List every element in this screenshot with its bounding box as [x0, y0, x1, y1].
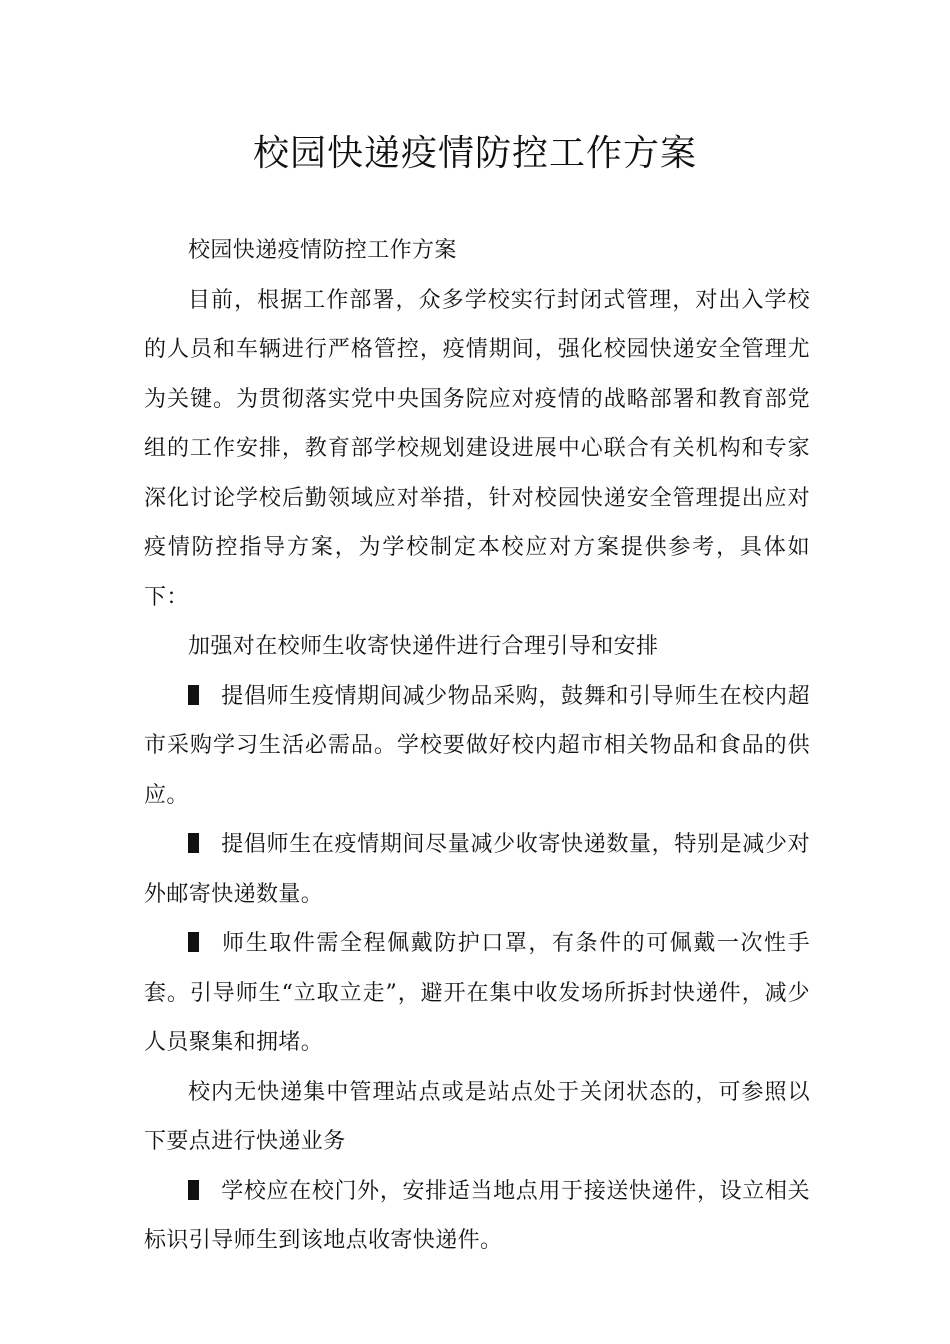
paragraph-text: 加强对在校师生收寄快递件进行合理引导和安排	[188, 634, 659, 659]
bullet-paragraph	[144, 1167, 810, 1266]
paragraph-text: 师生取件需全程佩戴防护口罩，有条件的可佩戴一次性手套。引导师生“立取立走”，避开在集中收发场所拆封快递件，减少人员聚集和拥堵。	[144, 931, 810, 1055]
paragraph-text: 学校应在校门外，安排适当地点用于接送快递件，设立相关标识引导师生到该地点收寄快递件。	[144, 1178, 810, 1253]
square-bullet-icon	[188, 932, 199, 952]
paragraph	[144, 226, 810, 276]
document-body	[144, 226, 810, 1266]
square-bullet-icon	[188, 833, 199, 853]
square-bullet-icon	[188, 685, 199, 705]
bullet-paragraph	[144, 919, 810, 1068]
bullet-paragraph	[144, 672, 810, 821]
bullet-paragraph	[144, 820, 810, 919]
paragraph	[144, 276, 810, 623]
square-bullet-icon	[188, 1180, 199, 1200]
paragraph-text: 提倡师生在疫情期间尽量减少收寄快递数量，特别是减少对外邮寄快递数量。	[144, 832, 810, 907]
document-title: 校园快递疫情防控工作方案	[252, 133, 697, 174]
paragraph	[144, 622, 810, 672]
paragraph-text: 提倡师生疫情期间减少物品采购，鼓舞和引导师生在校内超市采购学习生活必需品。学校要做好校内超市相关物品和食品的供应。	[144, 683, 810, 808]
paragraph	[144, 1068, 810, 1167]
paragraph-text: 校园快递疫情防控工作方案	[188, 238, 457, 263]
paragraph-text: 目前，根据工作部署，众多学校实行封闭式管理，对出入学校的人员和车辆进行严格管控，疫情期间，强化校园快递安全管理尤为关键。为贯彻落实党中央国务院应对疫情的战略部署和教育部党组的工作安排，教育部学校规划建设进展中心联合有关机构和专家深化讨论学校后勤领域应对举措，针对校园快递安全管理提出应对疫情防控指导方案，为学校制定本校应对方案提供参考，具体如下：	[144, 287, 810, 610]
paragraph-text: 校内无快递集中管理站点或是站点处于关闭状态的，可参照以下要点进行快递业务	[144, 1079, 810, 1154]
